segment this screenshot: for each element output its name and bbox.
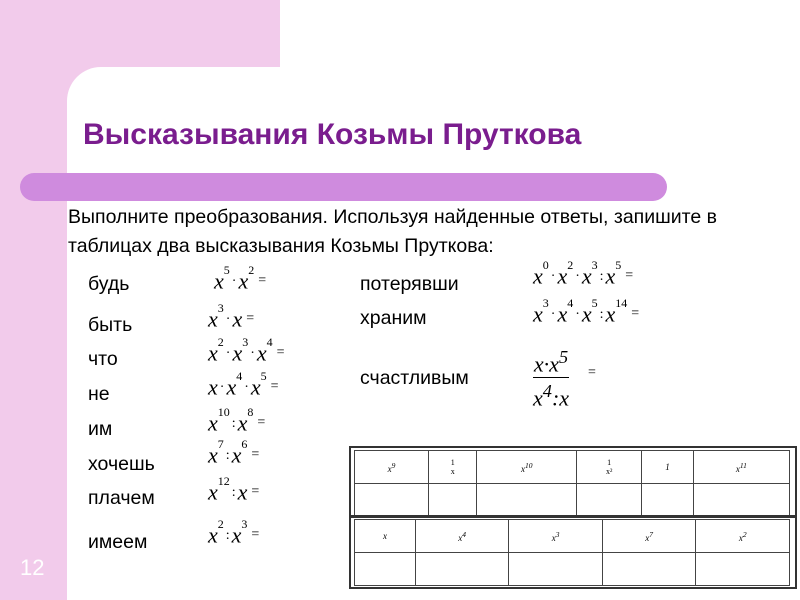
operator: · (244, 380, 249, 396)
table-1-header-cell (577, 451, 642, 484)
table-2-answer-cell[interactable] (355, 553, 416, 586)
variable-x: x (605, 263, 616, 289)
equals-sign: = (625, 268, 634, 284)
exponent: 3 (217, 301, 224, 315)
exponent: 4 (236, 369, 243, 383)
variable-x: x (521, 463, 526, 474)
word-hranim: храним (360, 307, 427, 329)
operator: · (225, 346, 231, 362)
table-2-answer-cell[interactable] (509, 553, 603, 586)
variable-x: x (533, 385, 543, 411)
table-1-answer-cell[interactable] (477, 484, 577, 517)
answer-table-2 (354, 519, 790, 586)
exponent: 3 (542, 296, 549, 310)
exponent: 4 (567, 296, 574, 310)
fraction-num: 1 (450, 458, 455, 467)
equals-sign: = (631, 306, 640, 322)
variable-x: x (549, 351, 559, 377)
variable-x: x (557, 263, 568, 289)
variable-x: x (208, 522, 218, 548)
variable-x: x (551, 532, 556, 543)
exponent: 3 (241, 517, 248, 531)
variable-x: x (214, 268, 224, 294)
expression-7 (208, 474, 260, 505)
operator: : (225, 448, 230, 464)
exponent: 12 (217, 474, 230, 488)
variable-x: x (226, 374, 237, 400)
variable-x: x (208, 340, 218, 366)
exponent: 2 (567, 258, 574, 272)
word-poteryavshi: потерявши (360, 273, 459, 295)
operator: : (231, 416, 236, 432)
variable-x: x (533, 351, 544, 377)
operator: : (225, 528, 230, 544)
variable-x: x (208, 410, 218, 436)
equals-sign: = (270, 379, 279, 395)
exponent: 2 (742, 529, 747, 539)
operator: : (551, 385, 560, 411)
operator: · (550, 269, 556, 285)
table-1-answer-cell[interactable] (577, 484, 642, 517)
table-2-header-cell (696, 520, 790, 553)
task-instructions: Выполните преобразования. Используя найденные ответы, запишите в таблицах два высказывания Козьмы Пруткова: (68, 206, 717, 257)
variable-x: x (250, 374, 261, 400)
exponent: 11 (739, 460, 747, 470)
variable-x: x (208, 374, 218, 400)
operator: : (599, 269, 604, 285)
operator: · (225, 312, 231, 328)
variable-x: x (237, 479, 248, 505)
expression-5 (208, 405, 266, 436)
exponent: 4 (266, 335, 273, 349)
word-byt: быть (88, 314, 133, 336)
table-2-header-cell (602, 520, 696, 553)
equals-sign: = (276, 345, 285, 361)
variable-x: x (735, 463, 740, 474)
equals-sign: = (257, 415, 266, 431)
fraction-num: 1 (607, 458, 612, 467)
equals-sign: = (246, 311, 255, 327)
variable-x: x (458, 532, 463, 543)
table-1-answer-cell[interactable] (642, 484, 694, 517)
table-2-header-cell (415, 520, 509, 553)
fraction-bar (533, 377, 569, 378)
table-1-header-cell (477, 451, 577, 484)
table-2-header-cell (509, 520, 603, 553)
expression-4 (208, 369, 279, 400)
exponent: 7 (217, 437, 224, 451)
exponent: 5 (558, 347, 569, 367)
operator: · (250, 346, 255, 362)
title-underline-bar (20, 173, 667, 201)
variable-x: x (208, 479, 218, 505)
word-imeem: имеем (88, 531, 148, 553)
exponent: 5 (223, 263, 230, 277)
equals-sign: = (251, 447, 260, 463)
table-1-header-cell (355, 451, 429, 484)
variable-x: x (208, 442, 218, 468)
exponent: 8 (247, 405, 254, 419)
table-1-answer-cell[interactable] (429, 484, 477, 517)
variable-x: x (256, 340, 267, 366)
table-2-answer-cell[interactable] (602, 553, 696, 586)
variable-x: x (557, 301, 568, 327)
fraction-label (606, 458, 612, 476)
variable-x: x (232, 306, 243, 332)
variable-x: x (605, 301, 616, 327)
exponent: 5 (615, 258, 622, 272)
variable-x: x (237, 410, 248, 436)
word-schastlivym: счастливым (360, 367, 469, 389)
exponent: 2 (217, 335, 224, 349)
expression-poteryavshi (533, 258, 634, 289)
table-1-answer-row (355, 484, 790, 517)
variable-x: x (231, 442, 242, 468)
variable-x: x (738, 532, 743, 543)
word-plachem: плачем (88, 487, 155, 509)
equals-sign: = (251, 484, 260, 500)
fraction-den: x (450, 467, 455, 476)
exponent: 6 (241, 437, 248, 451)
table-1-answer-cell[interactable] (355, 484, 429, 517)
exponent: 2 (248, 263, 255, 277)
exponent: 5 (260, 369, 267, 383)
answer-table-1 (354, 450, 790, 517)
variable-x: x (645, 532, 650, 543)
exponent: 2 (217, 517, 224, 531)
fraction-label (451, 458, 455, 476)
table-1-header-cell (429, 451, 477, 484)
exponent: 0 (542, 258, 549, 272)
variable-x: x (231, 522, 242, 548)
table-2-answer-cell[interactable] (415, 553, 509, 586)
fraction-expression (533, 345, 569, 411)
exponent: 5 (591, 296, 598, 310)
operator: : (231, 485, 236, 501)
operator: · (219, 380, 225, 396)
expression-6 (208, 437, 260, 468)
operator: · (543, 351, 550, 377)
expression-2 (208, 301, 255, 332)
slide-title: Высказывания Козьмы Пруткова (83, 118, 582, 151)
variable-x: x (238, 268, 249, 294)
fraction-numerator (533, 345, 569, 376)
variable-x: x (559, 385, 570, 411)
fraction-equals: = (588, 365, 596, 380)
exponent: 4 (542, 381, 552, 402)
variable-x: x (382, 531, 387, 541)
table-2-header-cell (355, 520, 416, 553)
operator: : (599, 307, 604, 323)
table-2-header-row (355, 520, 790, 553)
exponent: 3 (555, 529, 560, 539)
variable-x: x (232, 340, 243, 366)
word-ne: не (88, 383, 110, 405)
expression-3 (208, 335, 285, 366)
word-hochesh: хочешь (88, 453, 155, 475)
exponent: 7 (649, 529, 654, 539)
variable-x: x (533, 301, 543, 327)
operator: · (575, 269, 580, 285)
word-im: им (88, 418, 113, 440)
expression-1 (214, 263, 267, 294)
exponent: 3 (591, 258, 598, 272)
table-2-answer-cell[interactable] (696, 553, 790, 586)
word-bud: будь (88, 273, 130, 295)
variable-x: x (581, 263, 592, 289)
operator: · (231, 274, 237, 290)
fraction-denominator (533, 379, 569, 410)
variable-x: x (533, 263, 543, 289)
operator: · (575, 307, 580, 323)
equals-sign: = (258, 273, 267, 289)
variable-x: x (387, 463, 392, 474)
operator: · (550, 307, 556, 323)
exponent: 3 (242, 335, 249, 349)
exponent: 10 (217, 405, 230, 419)
slide-number: 12 (20, 555, 45, 580)
table-2-answer-row (355, 553, 790, 586)
table-1-header-cell: 1 (642, 451, 694, 484)
expression-8 (208, 517, 260, 548)
expression-hranim (533, 296, 640, 327)
exponent: 14 (615, 296, 628, 310)
variable-x: x (208, 306, 218, 332)
exponent: 10 (525, 460, 533, 470)
word-chto: что (88, 348, 118, 370)
table-1-header-cell (693, 451, 789, 484)
variable-x: x (581, 301, 592, 327)
equals-sign: = (251, 527, 260, 543)
fraction-den: x² (605, 467, 613, 476)
table-1-header-row (355, 451, 790, 484)
table-1-answer-cell[interactable] (693, 484, 789, 517)
exponent: 4 (462, 529, 467, 539)
exponent: 9 (391, 460, 396, 470)
